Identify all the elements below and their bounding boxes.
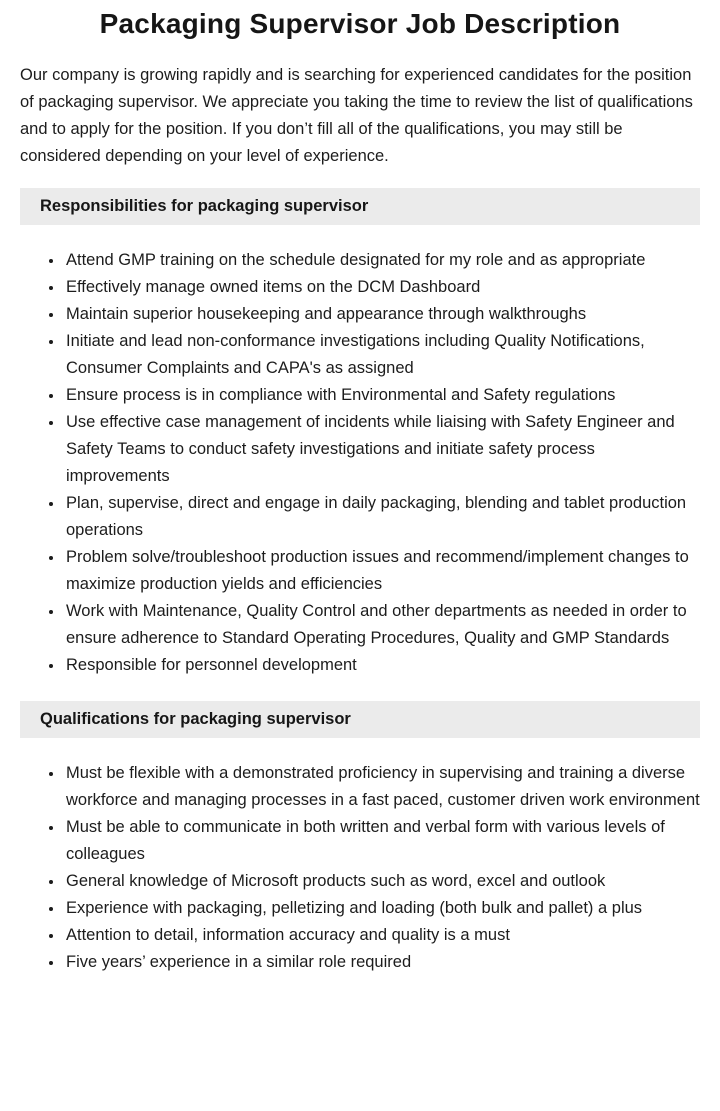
qualifications-list xyxy=(20,760,700,976)
list-item: • Five years’ experience in a similar role required xyxy=(64,949,700,976)
list-item: • Effectively manage owned items on the DCM Dashboard xyxy=(64,274,700,301)
list-item: • Attend GMP training on the schedule designated for my role and as appropriate xyxy=(64,247,700,274)
responsibilities-list xyxy=(20,247,700,679)
list-item: • Use effective case management of incidents while liaising with Safety Engineer and Safety Teams to conduct safety investigations and initiate safety process improvements xyxy=(64,409,700,490)
qualifications-heading: Qualifications for packaging supervisor xyxy=(20,701,700,738)
list-item: • Initiate and lead non-conformance investigations including Quality Notifications, Consumer Complaints and CAPA's as assigned xyxy=(64,328,700,382)
section-qualifications xyxy=(20,701,700,976)
list-item: • Must be able to communicate in both written and verbal form with various levels of colleagues xyxy=(64,814,700,868)
page-title: Packaging Supervisor Job Description xyxy=(99,8,621,39)
section-responsibilities xyxy=(20,188,700,679)
intro-paragraph: Our company is growing rapidly and is searching for experienced candidates for the position of packaging supervisor. We appreciate you taking the time to review the list of qualifications and to apply for the position. If you don’t fill all of the qualifications, you may still be considered depending on your level of experience. xyxy=(20,66,693,165)
list-item: • General knowledge of Microsoft products such as word, excel and outlook xyxy=(64,868,700,895)
list-item: • Attention to detail, information accuracy and quality is a must xyxy=(64,922,700,949)
list-item: • Responsible for personnel development xyxy=(64,652,700,679)
list-item: • Plan, supervise, direct and engage in daily packaging, blending and tablet production operations xyxy=(64,490,700,544)
responsibilities-heading: Responsibilities for packaging supervisor xyxy=(20,188,700,225)
list-item: • Maintain superior housekeeping and appearance through walkthroughs xyxy=(64,301,700,328)
list-item: • Must be flexible with a demonstrated proficiency in supervising and training a diverse workforce and managing processes in a fast paced, customer driven work environment xyxy=(64,760,700,814)
list-item: • Experience with packaging, pelletizing and loading (both bulk and pallet) a plus xyxy=(64,895,700,922)
list-item: • Problem solve/troubleshoot production issues and recommend/implement changes to maximize production yields and efficiencies xyxy=(64,544,700,598)
list-item: • Work with Maintenance, Quality Control and other departments as needed in order to ensure adherence to Standard Operating Procedures, Quality and GMP Standards xyxy=(64,598,700,652)
list-item: • Ensure process is in compliance with Environmental and Safety regulations xyxy=(64,382,700,409)
